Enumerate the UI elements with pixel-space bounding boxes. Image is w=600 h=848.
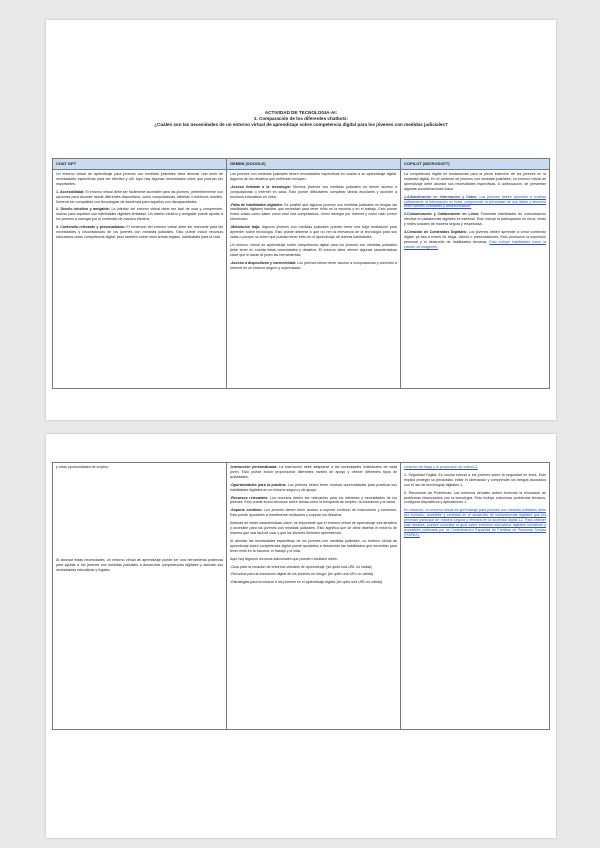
comparison-table-continued xyxy=(52,462,550,730)
gemini-cell xyxy=(227,463,401,730)
paragraph: Al abordar las necesidades específicas de los jóvenes con medidas judiciales, un entorno virtual de aprendizaje sobre competencia digital puede ayudarles a desarrollar las habilidades que necesitan para tener éxito en la escuela, el trabajo y la vida. xyxy=(230,538,397,553)
paragraph: 2. Diseño intuitivo y amigable: La interfaz del entorno virtual debe ser fácil de usar y comprender, incluso para aquellos con habilidades digitales limitadas. Un diseño intuitivo y amigable puede ayudar a los jóvenes a navegar por el contenido de manera efectiva. xyxy=(56,207,223,222)
paragraph xyxy=(404,465,546,470)
paragraph: -Soporte continuo: Los jóvenes deben tener acceso a soporte continuo de instructores y mentores. Esto puede ayudarles a mantenerse motivados y superar los desafíos. xyxy=(230,508,398,518)
chatgpt-cell xyxy=(53,463,227,730)
paragraph: -Recursos relevantes: Los recursos deben ser relevantes para los intereses y necesidades de los jóvenes. Esto puede incluir recursos sobre temas como la búsqueda de empleo, la educación y la salud. xyxy=(230,495,397,505)
document-page-2 xyxy=(46,434,556,838)
gemini-cell xyxy=(227,170,401,389)
paragraph: Un entorno virtual de aprendizaje sobre competencia digital para los jóvenes con medidas judiciales debe tener en cuenta estas necesidades y desafíos. El entorno debe ofrecer algunas características clave que le darán al joven las herramientas: xyxy=(230,242,397,257)
paragraph: 1. Accesibilidad: El entorno virtual debe ser fácilmente accesible para los jóvenes, preferiblemente con opciones para acceder desde diferentes dispositivos, como computadoras, tabletas o teléfonos móviles. Debería ser compatible con tecnologías de asistencia para aquellos con discapacidades. xyxy=(56,189,223,204)
paragraph xyxy=(404,508,546,537)
document-header xyxy=(46,110,556,128)
table-header-row xyxy=(53,159,550,170)
comparison-table xyxy=(52,158,550,389)
paragraph: Aquí hay algunos recursos adicionales que pueden resultarle útiles: xyxy=(230,556,338,561)
paragraph: -Acceso a dispositivos y conectividad: Los jóvenes deben tener acceso a computadoras y conexión a Internet en un entorno seguro y supervisado. xyxy=(230,260,397,270)
paragraph: -Motivación baja: Algunos jóvenes con medidas judiciales pueden tener una baja motivación para aprender sobre tecnología. Esto puede deberse a que no ven la relevancia de la tecnología para sus vidas o porque no creen que puedan tener éxito en el aprendizaje de nuevas habilidades. xyxy=(230,225,397,239)
reference-link[interactable]: En resumen, un entorno virtual de aprendizaje para jóvenes con medidas judiciales debe ser inclusivo, accesible y centrado en el desarrollo de competencias digitales que les permitan participar de manera segura y efectiva en la sociedad digital 12. Para obtener más detalles, puedes consultar la guía sobre entornos educativos digitales inclusivos y accesibles publicada por la Confederación Española de Familias de Personas Sordas (FIAPAS). xyxy=(404,508,546,537)
reference-link[interactable]: 1.Alfabetización en Información y Datos: Los jóvenes deben aprender a evaluar críticamente la información en línea, comprender la privacidad de sus datos y discernir entre fuentes confiables y desinformación. xyxy=(404,194,546,209)
table-row xyxy=(53,170,550,389)
paragraph: -Instrucción personalizada: La instrucción debe adaptarse a las necesidades individuales de cada joven. Esto puede incluir proporcionar diferentes niveles de apoyo y ofrecer diferentes tipos de actividades. xyxy=(230,465,397,479)
paragraph: -Oportunidades para la práctica: Los jóvenes deben tener muchas oportunidades para practicar sus habilidades digitales en un entorno seguro y de apoyo. xyxy=(230,482,397,492)
paragraph xyxy=(404,195,546,210)
section-subtitle: 1. Comparación de los diferentes chatbots: xyxy=(253,116,349,121)
paragraph: -Acceso limitado a la tecnología: Muchos jóvenes con medidas judiciales no tienen acceso a computadoras o Internet en casa. Esto puede dificultarles completar tareas escolares y acceder a recursos educativos en línea. xyxy=(230,184,397,199)
reference-link[interactable]: creación de blogs y la producción de vídeos 3. xyxy=(404,465,478,469)
document-page-1 xyxy=(46,20,556,420)
paragraph: Un entorno virtual de aprendizaje para jóvenes con medidas judiciales debe abordar una serie de necesidades específicas para ser efectivo y útil. Aquí hay algunas necesidades clave que podrían ser importantes: xyxy=(56,172,223,186)
paragraph: y otras oportunidades de empleo. xyxy=(56,465,110,469)
paragraph: Al abordar estas necesidades, un entorno virtual de aprendizaje puede ser una herramienta poderosa para ayudar a los jóvenes con medidas judiciales a desarrollar competencias digitales y abordar sus necesidades educativas y legales. xyxy=(56,557,223,572)
reference-link[interactable]: Esto incluye habilidades como la edición de imágenes, xyxy=(404,239,547,249)
paragraph: -Falta de habilidades digitales: Es posible que algunos jóvenes con medidas judiciales no tengan las habilidades digitales básicas que necesitan para tener éxito en la escuela y en el trabajo. Esto puede incluir cosas como saber cómo usar una computadora, cómo navegar por Internet y cómo usar correo electrónico. xyxy=(230,202,397,222)
paragraph: -Estrategias para involucrar a los jóvenes en el aprendizaje digital: [se quitó una URL no válida] xyxy=(230,580,382,585)
paragraph: 5. Resolución de Problemas: Los entornos virtuales deben fomentar la resolución de problemas relacionados con la tecnología. Esto incluye solucionar problemas técnicos, configurar dispositivos y aplicaciones 1. xyxy=(404,490,546,505)
paragraph: -Guía para la creación de entornos virtuales de aprendizaje: [se quitó una URL no válida] xyxy=(230,564,372,569)
paragraph: Los jóvenes con medidas judiciales tienen necesidades específicas en cuanto a su aprendizaje digital. Algunos de los desafíos que enfrentan incluyen: xyxy=(230,172,397,181)
paragraph: 3.Creación de Contenidos Digitales: Los jóvenes deben aprender a crear contenido digital, ya sea a través de blogs, videos o presentaciones. Esto promueve la expresión personal y el desarrollo de habilidades técnicas. Esto incluye habilidades como la edición de imágenes, xyxy=(404,230,547,249)
column-header-gemini: GEMINI (GOOGLE) xyxy=(227,159,401,170)
paragraph: 3. Contenido relevante y personalizado: El contenido del entorno virtual debe ser relevante para las necesidades y circunstancias de los jóvenes con medidas judiciales. Esto puede incluir recursos educativos sobre competencia digital, pero también sobre otros temas legales, habilidades para la vida xyxy=(56,225,223,239)
column-header-chatgpt: CHAT GPT xyxy=(53,159,227,170)
paragraph: 2.Comunicación y Colaboración en Línea: Fomentar habilidades de comunicación efectiva en plataformas digitales es esencial. Esto incluye la participación en foros, chats y redes sociales de manera segura y respetuosa. xyxy=(404,212,546,227)
chatgpt-cell xyxy=(53,170,227,389)
paragraph: Además de estas características clave, es importante que el entorno virtual de aprendizaje sea atractivo y accesible para los jóvenes con medidas judiciales. Esto significa que se debe diseñar el entorno de manera que sea fácil de usar y que los jóvenes disfruten aprendiendo. xyxy=(230,521,397,535)
paragraph: -Recursos para la educación digital de los jóvenes en riesgo: [se quitó una URL no válida] xyxy=(230,572,373,577)
copilot-cell xyxy=(401,463,550,730)
paragraph: La competencia digital es fundamental para la plena inserción de los jóvenes en la sociedad digital. En el contexto de jóvenes con medidas judiciales, un entorno virtual de aprendizaje debe abordar sus necesidades específicas. A continuación, se presentan algunas consideraciones clave: xyxy=(404,172,546,191)
table-row xyxy=(53,463,550,730)
activity-title: ACTIVIDAD DE TECNOLOGIA-AI: xyxy=(264,110,338,115)
paragraph: 4. Seguridad Digital: Es crucial educar a los jóvenes sobre la seguridad en línea. Esto implica proteger su privacidad, evitar el ciberacoso y comprender los riesgos asociados con el uso de tecnologías digitales 1. xyxy=(404,472,546,487)
research-question: ¿Cuáles son las necesidades de un entorno virtual de aprendizaje sobre competencia digital para los jóvenes con medidas judiciales? xyxy=(154,122,448,127)
copilot-cell xyxy=(401,170,550,389)
column-header-copilot: COPILOT (MICROSOFT) xyxy=(401,159,550,170)
